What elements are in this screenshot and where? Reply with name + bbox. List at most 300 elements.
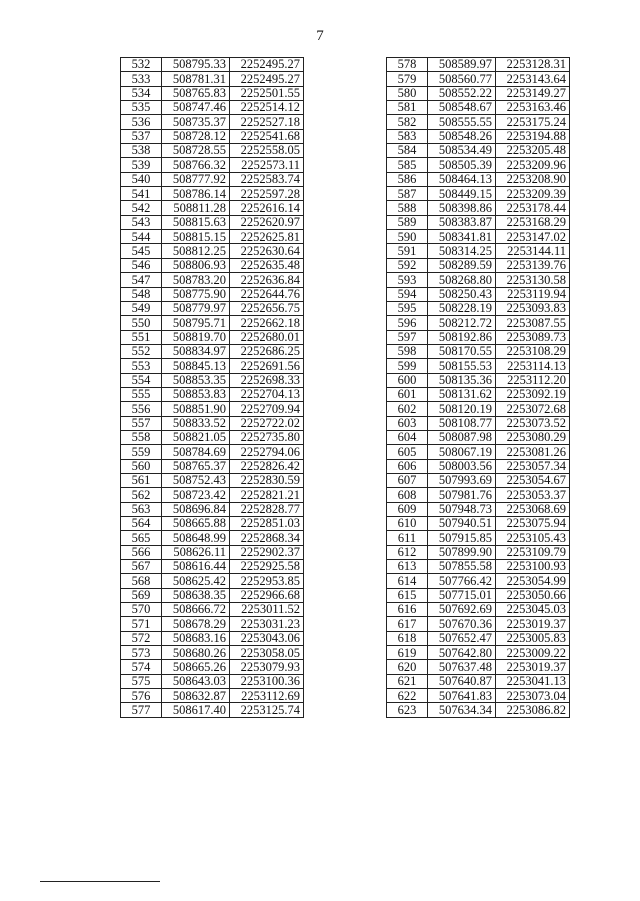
point-number-cell: 582 xyxy=(387,115,428,129)
point-number-cell: 609 xyxy=(387,502,428,516)
x-coordinate-cell: 507766.42 xyxy=(428,574,496,588)
point-number-cell: 562 xyxy=(121,488,162,502)
table-row xyxy=(121,101,304,115)
x-coordinate-cell: 508795.71 xyxy=(162,316,230,330)
x-coordinate-cell: 507948.73 xyxy=(428,502,496,516)
y-coordinate-cell: 2252573.11 xyxy=(230,158,304,172)
point-number-cell: 533 xyxy=(121,72,162,86)
point-number-cell: 590 xyxy=(387,230,428,244)
x-coordinate-cell: 508067.19 xyxy=(428,445,496,459)
y-coordinate-cell: 2252644.76 xyxy=(230,287,304,301)
point-number-cell: 601 xyxy=(387,387,428,401)
point-number-cell: 572 xyxy=(121,631,162,645)
point-number-cell: 536 xyxy=(121,115,162,129)
table-row xyxy=(387,560,570,574)
table-row xyxy=(121,531,304,545)
y-coordinate-cell: 2253175.24 xyxy=(496,115,570,129)
y-coordinate-cell: 2252868.34 xyxy=(230,531,304,545)
x-coordinate-cell: 508560.77 xyxy=(428,72,496,86)
table-row xyxy=(387,617,570,631)
point-number-cell: 541 xyxy=(121,187,162,201)
y-coordinate-cell: 2253205.48 xyxy=(496,144,570,158)
y-coordinate-cell: 2253109.79 xyxy=(496,545,570,559)
x-coordinate-cell: 508464.13 xyxy=(428,172,496,186)
table-row xyxy=(121,330,304,344)
y-coordinate-cell: 2252630.64 xyxy=(230,244,304,258)
x-coordinate-cell: 508735.37 xyxy=(162,115,230,129)
y-coordinate-cell: 2252541.68 xyxy=(230,129,304,143)
y-coordinate-cell: 2253114.13 xyxy=(496,359,570,373)
point-number-cell: 616 xyxy=(387,603,428,617)
table-row xyxy=(387,187,570,201)
y-coordinate-cell: 2252821.21 xyxy=(230,488,304,502)
y-coordinate-cell: 2253011.52 xyxy=(230,603,304,617)
y-coordinate-cell: 2253050.66 xyxy=(496,588,570,602)
point-number-cell: 537 xyxy=(121,129,162,143)
point-number-cell: 594 xyxy=(387,287,428,301)
x-coordinate-cell: 508765.37 xyxy=(162,459,230,473)
y-coordinate-cell: 2252495.27 xyxy=(230,58,304,72)
y-coordinate-cell: 2252698.33 xyxy=(230,373,304,387)
point-number-cell: 603 xyxy=(387,416,428,430)
x-coordinate-cell: 508108.77 xyxy=(428,416,496,430)
y-coordinate-cell: 2252501.55 xyxy=(230,86,304,100)
table-row xyxy=(121,689,304,703)
table-row xyxy=(121,172,304,186)
table-row xyxy=(387,402,570,416)
table-row xyxy=(121,316,304,330)
y-coordinate-cell: 2253143.64 xyxy=(496,72,570,86)
point-number-cell: 543 xyxy=(121,215,162,229)
x-coordinate-cell: 508781.31 xyxy=(162,72,230,86)
table-row xyxy=(387,273,570,287)
point-number-cell: 610 xyxy=(387,517,428,531)
point-number-cell: 579 xyxy=(387,72,428,86)
table-row xyxy=(121,201,304,215)
table-row xyxy=(121,373,304,387)
y-coordinate-cell: 2252709.94 xyxy=(230,402,304,416)
table-row xyxy=(121,273,304,287)
x-coordinate-cell: 508696.84 xyxy=(162,502,230,516)
x-coordinate-cell: 508851.90 xyxy=(162,402,230,416)
table-row xyxy=(387,646,570,660)
point-number-cell: 553 xyxy=(121,359,162,373)
table-row xyxy=(387,631,570,645)
point-number-cell: 617 xyxy=(387,617,428,631)
point-number-cell: 576 xyxy=(121,689,162,703)
y-coordinate-cell: 2252794.06 xyxy=(230,445,304,459)
x-coordinate-cell: 508779.97 xyxy=(162,301,230,315)
point-number-cell: 618 xyxy=(387,631,428,645)
y-coordinate-cell: 2252583.74 xyxy=(230,172,304,186)
point-number-cell: 592 xyxy=(387,258,428,272)
table-row xyxy=(121,144,304,158)
table-row xyxy=(121,574,304,588)
table-row xyxy=(387,674,570,688)
table-row xyxy=(387,230,570,244)
table-row xyxy=(121,473,304,487)
x-coordinate-cell: 507899.90 xyxy=(428,545,496,559)
table-row xyxy=(121,244,304,258)
table-row xyxy=(121,646,304,660)
table-row xyxy=(121,158,304,172)
y-coordinate-cell: 2252953.85 xyxy=(230,574,304,588)
y-coordinate-cell: 2252656.75 xyxy=(230,301,304,315)
point-number-cell: 623 xyxy=(387,703,428,717)
y-coordinate-cell: 2252514.12 xyxy=(230,101,304,115)
x-coordinate-cell: 508289.59 xyxy=(428,258,496,272)
x-coordinate-cell: 508228.19 xyxy=(428,301,496,315)
y-coordinate-cell: 2252686.25 xyxy=(230,344,304,358)
x-coordinate-cell: 508815.63 xyxy=(162,215,230,229)
point-number-cell: 604 xyxy=(387,430,428,444)
table-row xyxy=(387,660,570,674)
x-coordinate-cell: 508728.12 xyxy=(162,129,230,143)
y-coordinate-cell: 2252722.02 xyxy=(230,416,304,430)
x-coordinate-cell: 508666.72 xyxy=(162,603,230,617)
x-coordinate-cell: 508665.26 xyxy=(162,660,230,674)
point-number-cell: 575 xyxy=(121,674,162,688)
table-row xyxy=(121,72,304,86)
y-coordinate-cell: 2253058.05 xyxy=(230,646,304,660)
point-number-cell: 549 xyxy=(121,301,162,315)
y-coordinate-cell: 2252966.68 xyxy=(230,588,304,602)
table-row xyxy=(387,58,570,72)
y-coordinate-cell: 2253108.29 xyxy=(496,344,570,358)
table-row xyxy=(387,359,570,373)
coordinates-table-left-body xyxy=(121,58,304,718)
x-coordinate-cell: 508589.97 xyxy=(428,58,496,72)
point-number-cell: 538 xyxy=(121,144,162,158)
y-coordinate-cell: 2253073.52 xyxy=(496,416,570,430)
point-number-cell: 563 xyxy=(121,502,162,516)
table-row xyxy=(121,416,304,430)
point-number-cell: 588 xyxy=(387,201,428,215)
x-coordinate-cell: 507641.83 xyxy=(428,689,496,703)
point-number-cell: 619 xyxy=(387,646,428,660)
point-number-cell: 614 xyxy=(387,574,428,588)
y-coordinate-cell: 2253054.67 xyxy=(496,473,570,487)
point-number-cell: 532 xyxy=(121,58,162,72)
point-number-cell: 615 xyxy=(387,588,428,602)
x-coordinate-cell: 508087.98 xyxy=(428,430,496,444)
table-row xyxy=(387,430,570,444)
y-coordinate-cell: 2253041.13 xyxy=(496,674,570,688)
y-coordinate-cell: 2253057.34 xyxy=(496,459,570,473)
table-row xyxy=(121,560,304,574)
y-coordinate-cell: 2253119.94 xyxy=(496,287,570,301)
y-coordinate-cell: 2252635.48 xyxy=(230,258,304,272)
point-number-cell: 586 xyxy=(387,172,428,186)
point-number-cell: 593 xyxy=(387,273,428,287)
point-number-cell: 596 xyxy=(387,316,428,330)
x-coordinate-cell: 508833.52 xyxy=(162,416,230,430)
y-coordinate-cell: 2253087.55 xyxy=(496,316,570,330)
y-coordinate-cell: 2253053.37 xyxy=(496,488,570,502)
y-coordinate-cell: 2252830.59 xyxy=(230,473,304,487)
point-number-cell: 612 xyxy=(387,545,428,559)
point-number-cell: 559 xyxy=(121,445,162,459)
x-coordinate-cell: 508812.25 xyxy=(162,244,230,258)
x-coordinate-cell: 507637.48 xyxy=(428,660,496,674)
x-coordinate-cell: 508680.26 xyxy=(162,646,230,660)
point-number-cell: 542 xyxy=(121,201,162,215)
y-coordinate-cell: 2253093.83 xyxy=(496,301,570,315)
x-coordinate-cell: 508250.43 xyxy=(428,287,496,301)
x-coordinate-cell: 508548.26 xyxy=(428,129,496,143)
x-coordinate-cell: 508314.25 xyxy=(428,244,496,258)
point-number-cell: 620 xyxy=(387,660,428,674)
x-coordinate-cell: 508120.19 xyxy=(428,402,496,416)
table-row xyxy=(121,58,304,72)
table-row xyxy=(387,258,570,272)
y-coordinate-cell: 2253112.20 xyxy=(496,373,570,387)
table-row xyxy=(387,215,570,229)
y-coordinate-cell: 2252558.05 xyxy=(230,144,304,158)
y-coordinate-cell: 2253079.93 xyxy=(230,660,304,674)
y-coordinate-cell: 2252662.18 xyxy=(230,316,304,330)
x-coordinate-cell: 508449.15 xyxy=(428,187,496,201)
x-coordinate-cell: 508819.70 xyxy=(162,330,230,344)
point-number-cell: 584 xyxy=(387,144,428,158)
x-coordinate-cell: 508747.46 xyxy=(162,101,230,115)
table-row xyxy=(387,72,570,86)
point-number-cell: 591 xyxy=(387,244,428,258)
x-coordinate-cell: 507634.34 xyxy=(428,703,496,717)
point-number-cell: 554 xyxy=(121,373,162,387)
y-coordinate-cell: 2252527.18 xyxy=(230,115,304,129)
y-coordinate-cell: 2253043.06 xyxy=(230,631,304,645)
x-coordinate-cell: 508383.87 xyxy=(428,215,496,229)
x-coordinate-cell: 507642.80 xyxy=(428,646,496,660)
point-number-cell: 565 xyxy=(121,531,162,545)
table-row xyxy=(387,129,570,143)
footnote-divider xyxy=(40,881,160,882)
point-number-cell: 602 xyxy=(387,402,428,416)
table-row xyxy=(121,588,304,602)
x-coordinate-cell: 508783.20 xyxy=(162,273,230,287)
y-coordinate-cell: 2253168.29 xyxy=(496,215,570,229)
y-coordinate-cell: 2252735.80 xyxy=(230,430,304,444)
y-coordinate-cell: 2253019.37 xyxy=(496,660,570,674)
y-coordinate-cell: 2253128.31 xyxy=(496,58,570,72)
point-number-cell: 595 xyxy=(387,301,428,315)
table-row xyxy=(121,703,304,717)
x-coordinate-cell: 508616.44 xyxy=(162,560,230,574)
table-row xyxy=(387,387,570,401)
table-row xyxy=(121,344,304,358)
y-coordinate-cell: 2252616.14 xyxy=(230,201,304,215)
x-coordinate-cell: 508548.67 xyxy=(428,101,496,115)
table-row xyxy=(387,373,570,387)
table-row xyxy=(387,86,570,100)
point-number-cell: 608 xyxy=(387,488,428,502)
y-coordinate-cell: 2253005.83 xyxy=(496,631,570,645)
y-coordinate-cell: 2253054.99 xyxy=(496,574,570,588)
table-row xyxy=(387,603,570,617)
x-coordinate-cell: 507940.51 xyxy=(428,517,496,531)
y-coordinate-cell: 2253105.43 xyxy=(496,531,570,545)
x-coordinate-cell: 508268.80 xyxy=(428,273,496,287)
x-coordinate-cell: 508632.87 xyxy=(162,689,230,703)
table-row xyxy=(387,201,570,215)
x-coordinate-cell: 508617.40 xyxy=(162,703,230,717)
y-coordinate-cell: 2253100.93 xyxy=(496,560,570,574)
x-coordinate-cell: 508784.69 xyxy=(162,445,230,459)
y-coordinate-cell: 2253081.26 xyxy=(496,445,570,459)
point-number-cell: 580 xyxy=(387,86,428,100)
table-row xyxy=(121,631,304,645)
y-coordinate-cell: 2253208.90 xyxy=(496,172,570,186)
x-coordinate-cell: 508192.86 xyxy=(428,330,496,344)
x-coordinate-cell: 508155.53 xyxy=(428,359,496,373)
table-row xyxy=(387,144,570,158)
table-row xyxy=(121,359,304,373)
point-number-cell: 557 xyxy=(121,416,162,430)
point-number-cell: 597 xyxy=(387,330,428,344)
y-coordinate-cell: 2252828.77 xyxy=(230,502,304,516)
y-coordinate-cell: 2253086.82 xyxy=(496,703,570,717)
table-row xyxy=(121,86,304,100)
table-row xyxy=(387,473,570,487)
y-coordinate-cell: 2253068.69 xyxy=(496,502,570,516)
point-number-cell: 566 xyxy=(121,545,162,559)
x-coordinate-cell: 508853.35 xyxy=(162,373,230,387)
table-row xyxy=(121,459,304,473)
y-coordinate-cell: 2253072.68 xyxy=(496,402,570,416)
x-coordinate-cell: 508723.42 xyxy=(162,488,230,502)
y-coordinate-cell: 2253125.74 xyxy=(230,703,304,717)
table-row xyxy=(121,187,304,201)
x-coordinate-cell: 507692.69 xyxy=(428,603,496,617)
table-row xyxy=(387,158,570,172)
x-coordinate-cell: 508765.83 xyxy=(162,86,230,100)
table-row xyxy=(121,517,304,531)
point-number-cell: 552 xyxy=(121,344,162,358)
x-coordinate-cell: 508534.49 xyxy=(428,144,496,158)
x-coordinate-cell: 508806.93 xyxy=(162,258,230,272)
point-number-cell: 570 xyxy=(121,603,162,617)
table-row xyxy=(121,603,304,617)
point-number-cell: 548 xyxy=(121,287,162,301)
x-coordinate-cell: 508786.14 xyxy=(162,187,230,201)
point-number-cell: 577 xyxy=(121,703,162,717)
page-number: 7 xyxy=(316,28,324,44)
point-number-cell: 573 xyxy=(121,646,162,660)
x-coordinate-cell: 508341.81 xyxy=(428,230,496,244)
x-coordinate-cell: 508131.62 xyxy=(428,387,496,401)
y-coordinate-cell: 2253009.22 xyxy=(496,646,570,660)
y-coordinate-cell: 2253019.37 xyxy=(496,617,570,631)
table-row xyxy=(121,502,304,516)
table-row xyxy=(121,215,304,229)
point-number-cell: 611 xyxy=(387,531,428,545)
table-row xyxy=(387,531,570,545)
point-number-cell: 539 xyxy=(121,158,162,172)
point-number-cell: 564 xyxy=(121,517,162,531)
y-coordinate-cell: 2253209.39 xyxy=(496,187,570,201)
x-coordinate-cell: 507652.47 xyxy=(428,631,496,645)
y-coordinate-cell: 2253209.96 xyxy=(496,158,570,172)
table-row xyxy=(387,416,570,430)
y-coordinate-cell: 2252495.27 xyxy=(230,72,304,86)
y-coordinate-cell: 2253178.44 xyxy=(496,201,570,215)
x-coordinate-cell: 508777.92 xyxy=(162,172,230,186)
x-coordinate-cell: 508555.55 xyxy=(428,115,496,129)
x-coordinate-cell: 507981.76 xyxy=(428,488,496,502)
x-coordinate-cell: 507670.36 xyxy=(428,617,496,631)
table-row xyxy=(121,258,304,272)
point-number-cell: 578 xyxy=(387,58,428,72)
point-number-cell: 569 xyxy=(121,588,162,602)
x-coordinate-cell: 508853.83 xyxy=(162,387,230,401)
x-coordinate-cell: 507715.01 xyxy=(428,588,496,602)
point-number-cell: 622 xyxy=(387,689,428,703)
table-row xyxy=(387,502,570,516)
point-number-cell: 535 xyxy=(121,101,162,115)
table-row xyxy=(121,674,304,688)
point-number-cell: 598 xyxy=(387,344,428,358)
y-coordinate-cell: 2253130.58 xyxy=(496,273,570,287)
table-row xyxy=(387,244,570,258)
point-number-cell: 544 xyxy=(121,230,162,244)
table-row xyxy=(387,301,570,315)
table-row xyxy=(121,387,304,401)
y-coordinate-cell: 2252851.03 xyxy=(230,517,304,531)
table-row xyxy=(121,287,304,301)
x-coordinate-cell: 508625.42 xyxy=(162,574,230,588)
y-coordinate-cell: 2252636.84 xyxy=(230,273,304,287)
table-row xyxy=(121,660,304,674)
point-number-cell: 613 xyxy=(387,560,428,574)
table-row xyxy=(121,129,304,143)
table-row xyxy=(387,316,570,330)
table-row xyxy=(121,545,304,559)
x-coordinate-cell: 508626.11 xyxy=(162,545,230,559)
coordinates-table-left xyxy=(120,57,304,718)
x-coordinate-cell: 508821.05 xyxy=(162,430,230,444)
x-coordinate-cell: 508683.16 xyxy=(162,631,230,645)
y-coordinate-cell: 2252902.37 xyxy=(230,545,304,559)
x-coordinate-cell: 508505.39 xyxy=(428,158,496,172)
y-coordinate-cell: 2252680.01 xyxy=(230,330,304,344)
table-row xyxy=(387,101,570,115)
point-number-cell: 558 xyxy=(121,430,162,444)
x-coordinate-cell: 508638.35 xyxy=(162,588,230,602)
point-number-cell: 607 xyxy=(387,473,428,487)
table-row xyxy=(387,445,570,459)
y-coordinate-cell: 2252625.81 xyxy=(230,230,304,244)
point-number-cell: 560 xyxy=(121,459,162,473)
point-number-cell: 585 xyxy=(387,158,428,172)
y-coordinate-cell: 2253092.19 xyxy=(496,387,570,401)
x-coordinate-cell: 508678.29 xyxy=(162,617,230,631)
point-number-cell: 600 xyxy=(387,373,428,387)
table-row xyxy=(387,488,570,502)
point-number-cell: 545 xyxy=(121,244,162,258)
x-coordinate-cell: 508648.99 xyxy=(162,531,230,545)
table-row xyxy=(121,445,304,459)
y-coordinate-cell: 2253031.23 xyxy=(230,617,304,631)
table-row xyxy=(387,689,570,703)
x-coordinate-cell: 507855.58 xyxy=(428,560,496,574)
table-row xyxy=(121,488,304,502)
y-coordinate-cell: 2252826.42 xyxy=(230,459,304,473)
point-number-cell: 621 xyxy=(387,674,428,688)
table-row xyxy=(387,574,570,588)
point-number-cell: 581 xyxy=(387,101,428,115)
point-number-cell: 555 xyxy=(121,387,162,401)
